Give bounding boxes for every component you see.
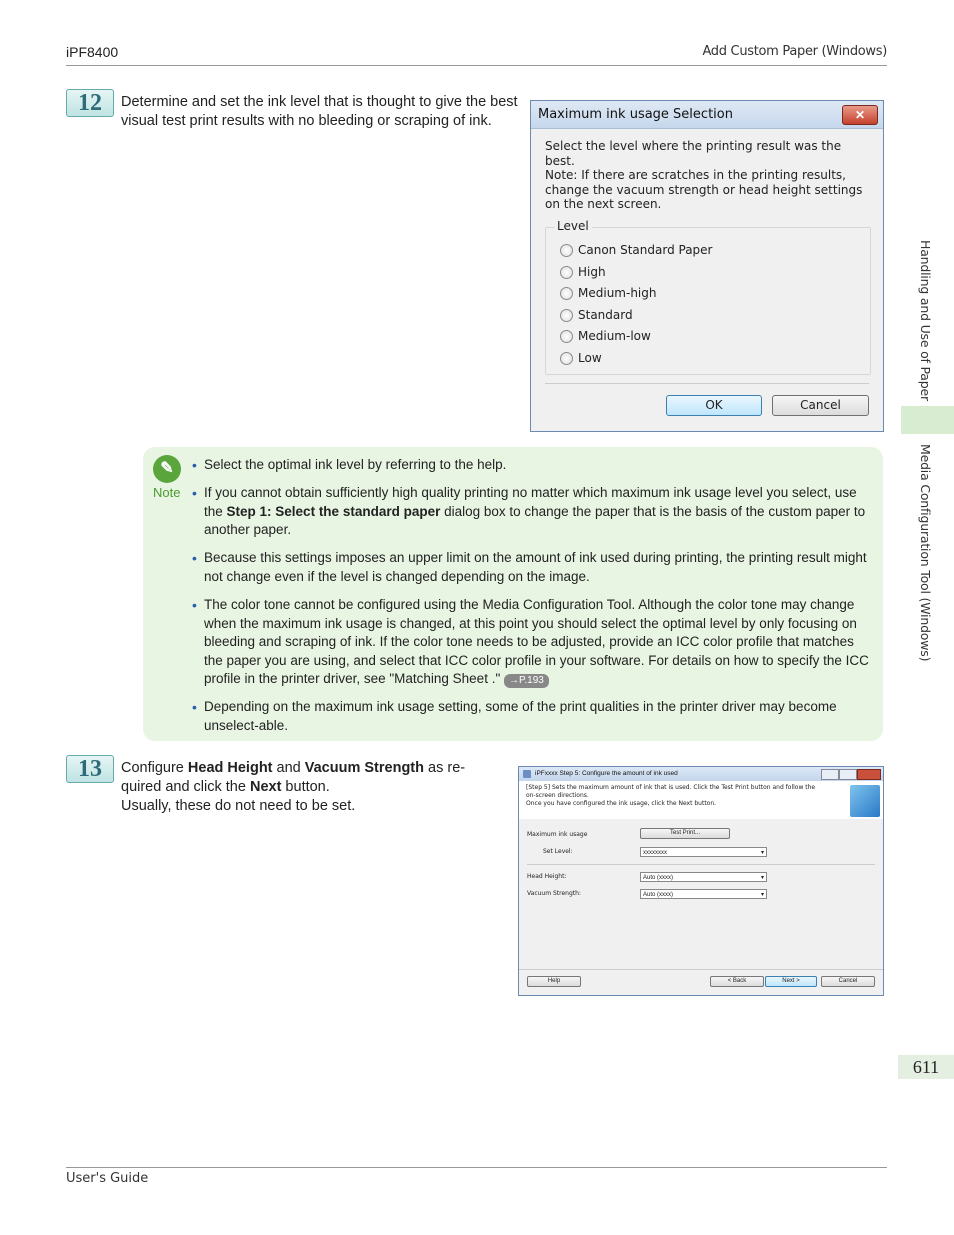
radio-label: Medium-low xyxy=(578,329,651,343)
note-bullet xyxy=(192,698,872,735)
bullet-icon: • xyxy=(192,457,197,473)
header-product: iPF8400 xyxy=(66,44,119,60)
level-groupbox xyxy=(545,219,871,375)
back-button[interactable]: < Back xyxy=(710,976,764,987)
radio-label: Standard xyxy=(578,308,633,322)
radio-medium-high[interactable] xyxy=(560,286,656,300)
note-bullet xyxy=(192,596,872,689)
chevron-down-icon: ▾ xyxy=(760,892,764,898)
header-rule xyxy=(66,65,887,66)
chevron-down-icon: ▾ xyxy=(760,850,764,856)
radio-label: High xyxy=(578,265,606,279)
ink-usage-dialog xyxy=(530,100,884,432)
test-print-button[interactable]: Test Print... xyxy=(640,828,730,839)
note-icon: ✎ xyxy=(153,455,181,483)
wizard-window xyxy=(518,766,884,996)
head-height-label: Head Height: xyxy=(527,873,567,880)
radio-low[interactable] xyxy=(560,351,602,365)
vacuum-strength-label: Vacuum Strength: xyxy=(527,890,581,897)
radio-icon xyxy=(560,266,573,279)
note-bullet xyxy=(192,484,872,540)
ok-button[interactable]: OK xyxy=(666,395,762,416)
radio-label: Medium-high xyxy=(578,286,657,300)
cancel-button[interactable]: Cancel xyxy=(821,976,875,987)
bullet-text: The color tone cannot be configured using the Media Configuration Tool. Although the color tone may change when the maximum ink usage is changed, at this point you should select the optimal level by only focusing on bleeding and scraping of ink. If the color tone needs to be adjusted, provide an ICC color profile that matches the paper you are using, and select that ICC color profile in your software. For details on how to specify the ICC profile in the printer driver, see "Matching Sheet ." →P.193 xyxy=(204,597,869,686)
level-group-label: Level xyxy=(554,219,592,233)
bullet-text: Because this settings imposes an upper limit on the amount of ink used during printing, the printing result might not change even if the level is changed depending on the image. xyxy=(204,550,867,584)
header-section: Add Custom Paper (Windows) xyxy=(702,44,887,59)
radio-high[interactable] xyxy=(560,265,606,279)
step-number-13: 13 xyxy=(66,755,114,783)
minimize-icon[interactable] xyxy=(821,769,839,780)
wizard-footer-divider xyxy=(519,969,883,970)
side-section-marker xyxy=(901,406,954,434)
maximize-icon[interactable] xyxy=(839,769,857,780)
footer-rule xyxy=(66,1167,887,1168)
radio-medium-low[interactable] xyxy=(560,329,651,343)
radio-label: Low xyxy=(578,351,602,365)
wizard-title: iPFxxxx Step 5: Configure the amount of ink used xyxy=(535,770,678,777)
step13-text: Configure Head Height and Vacuum Strength as re-quired and click the Next button. Usually, these do not need to be set. xyxy=(121,760,466,814)
bullet-icon: • xyxy=(192,699,197,715)
radio-icon xyxy=(560,352,573,365)
app-icon xyxy=(523,770,531,778)
page-number: 611 xyxy=(898,1055,954,1079)
wizard-titlebar xyxy=(519,767,883,781)
dialog-titlebar xyxy=(531,101,883,129)
bullet-icon: • xyxy=(192,597,197,613)
bullet-icon: • xyxy=(192,485,197,501)
side-section: Media Configuration Tool (Windows) xyxy=(918,444,933,662)
printer-cartridge-icon xyxy=(850,785,880,817)
step-number-12: 12 xyxy=(66,89,114,117)
radio-icon xyxy=(560,309,573,322)
cancel-button[interactable]: Cancel xyxy=(772,395,869,416)
note-box xyxy=(143,447,883,741)
max-ink-label: Maximum ink usage xyxy=(527,831,588,838)
bullet-icon: • xyxy=(192,550,197,566)
next-button[interactable]: Next > xyxy=(765,976,817,987)
dialog-title: Maximum ink usage Selection xyxy=(538,107,733,122)
close-icon[interactable] xyxy=(857,769,881,780)
bullet-text: Select the optimal ink level by referring to the help. xyxy=(204,457,507,472)
help-button[interactable]: Help xyxy=(527,976,581,987)
dialog-divider xyxy=(545,383,869,384)
radio-canon-standard-paper[interactable] xyxy=(560,243,713,257)
radio-standard[interactable] xyxy=(560,308,633,322)
dialog-message: Select the level where the printing result was the best. Note: If there are scratches in the printing results, change the vacuum strength or head height settings on the next screen. xyxy=(545,139,863,211)
wizard-divider xyxy=(527,864,875,865)
head-height-select[interactable]: Auto (xxxx) ▾ xyxy=(640,872,767,882)
chevron-down-icon: ▾ xyxy=(760,875,764,881)
radio-icon xyxy=(560,287,573,300)
bullet-text: If you cannot obtain sufficiently high quality printing no matter which maximum ink usage level you select, use the Step 1: Select the standard paper dialog box to change the paper that is the basis of the custom paper to another paper. xyxy=(204,485,866,537)
wizard-instructions: [Step 5] Sets the maximum amount of ink that is used. Click the Test Print button and follow the on-screen directions. Once you have configured the ink usage, click the Next button. xyxy=(526,784,816,807)
page-reference-link[interactable]: →P.193 xyxy=(504,674,549,688)
radio-label: Canon Standard Paper xyxy=(578,243,713,257)
step12-text: Determine and set the ink level that is thought to give the best visual test print results with no bleeding or scraping of ink. xyxy=(121,94,518,129)
set-level-select[interactable]: xxxxxxxx ▾ xyxy=(640,847,767,857)
side-chapter: Handling and Use of Paper xyxy=(918,240,933,401)
note-bullet xyxy=(192,549,872,586)
note-bullet xyxy=(192,456,872,475)
note-label: Note xyxy=(153,485,181,500)
radio-icon xyxy=(560,330,573,343)
wizard-header-panel xyxy=(519,781,883,819)
set-level-label: Set Level: xyxy=(543,848,573,855)
close-icon[interactable]: ✕ xyxy=(842,105,878,125)
vacuum-strength-select[interactable]: Auto (xxxx) ▾ xyxy=(640,889,767,899)
radio-icon xyxy=(560,244,573,257)
footer-text: User's Guide xyxy=(66,1171,149,1186)
bullet-text: Depending on the maximum ink usage setting, some of the print qualities in the printer driver may become unselect-able. xyxy=(204,699,837,733)
